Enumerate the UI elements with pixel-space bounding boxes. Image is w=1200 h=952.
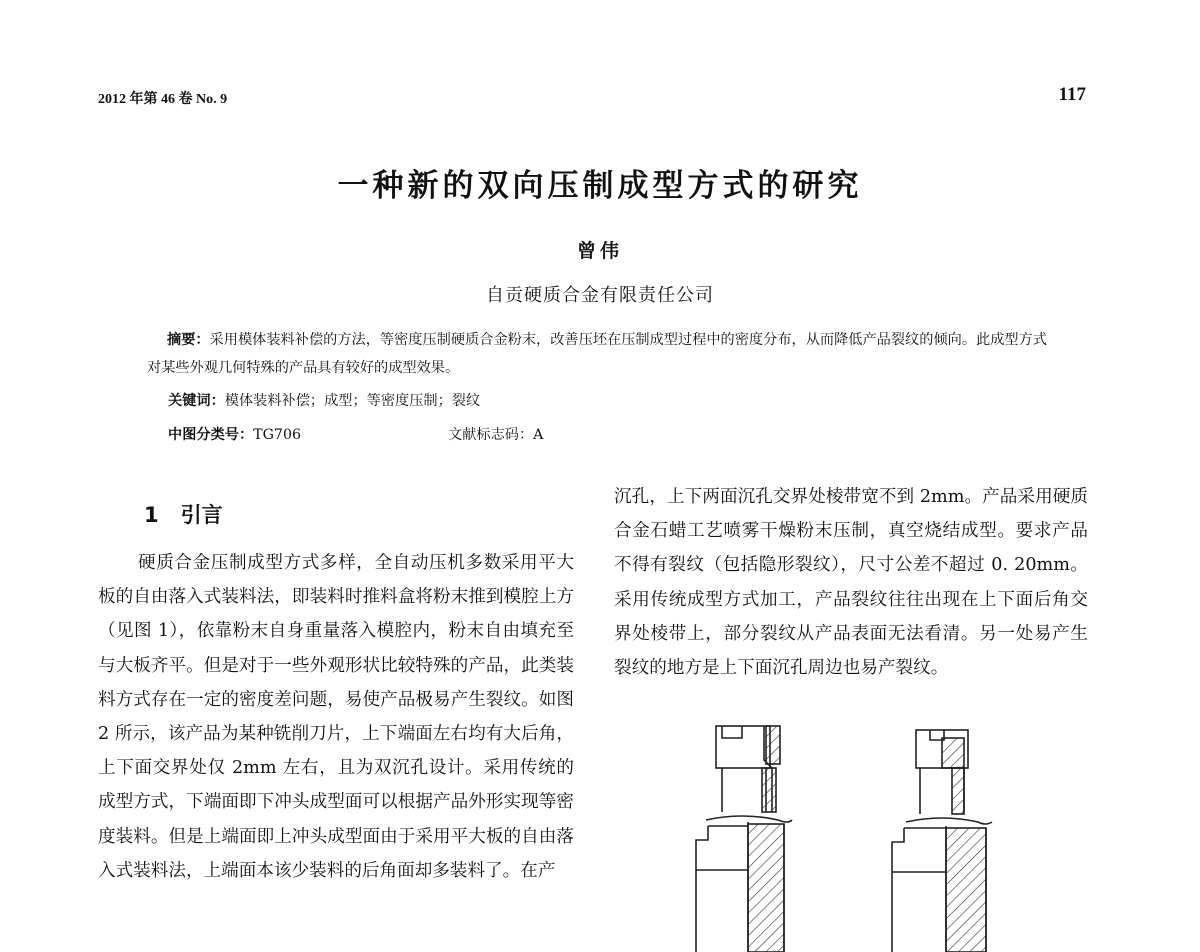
keywords-text: 模体装料补偿；成型；等密度压制；裂纹	[224, 393, 481, 409]
keywords-label: 关键词：	[168, 393, 225, 409]
clc-number	[168, 424, 301, 444]
author-affiliation: 自贡硬质合金有限责任公司	[486, 285, 714, 306]
page-number: 117	[1058, 84, 1086, 105]
keywords	[168, 390, 480, 410]
body-text-left-column: 硬质合金压制成型方式多样，全自动压机多数采用平大板的自由落入式装料法，即装料时推料盒将粉末推到模腔上方（见图 1），依靠粉末自身重量落入模腔内，粉末自由填充至与大板齐平。但是对于一些外观形状比较特殊的产品，此类装料方式存在一定的密度差问题，易使产品极易产生裂纹。如图 2 所示，该产品为某种铣削刀片，上下端面左右均有大后角，上下面交界处仅 2mm 左右，且为双沉孔设计。采用传统的成型方式，下端面即下冲头成型面可以根据产品外形实现等密度装料。但是上端面即上冲头成型面由于采用平大板的自由落入式装料法，上端面本该少装料的后角面却多装料了。在产	[98, 553, 574, 881]
author-name: 曾伟	[576, 240, 623, 262]
document-code-value: A	[533, 427, 544, 443]
left-punch-assembly	[696, 726, 792, 952]
clc-value: TG706	[253, 427, 302, 443]
clc-label: 中图分类号：	[168, 427, 254, 443]
section-number: 1	[144, 503, 159, 527]
abstract	[147, 326, 1047, 382]
document-code	[448, 424, 543, 444]
document-code-label: 文献标志码：	[448, 427, 534, 443]
running-head: 2012 年第 46 卷 No. 9	[98, 92, 228, 107]
section-heading	[144, 499, 223, 529]
punch-die-figure	[692, 720, 1072, 952]
paper-title: 一种新的双向压制成型方式的研究	[337, 168, 863, 204]
section-title: 引言	[180, 503, 223, 527]
abstract-text: 采用模体装料补偿的方法，等密度压制硬质合金粉末，改善压坯在压制成型过程中的密度分布，从而降低产品裂纹的倾向。此成型方式对某些外观几何特殊的产品具有较好的成型效果。	[147, 332, 1047, 376]
abstract-label: 摘要：	[167, 332, 210, 348]
punch-die-drawing	[692, 720, 1072, 952]
right-punch-assembly	[892, 730, 992, 952]
body-text-right-column: 沉孔，上下两面沉孔交界处棱带宽不到 2mm。产品采用硬质合金石蜡工艺喷雾干燥粉末压制，真空烧结成型。要求产品不得有裂纹（包括隐形裂纹），尺寸公差不超过 0. 20mm。采用传统成型方式加工，产品裂纹往往出现在上下面后角交界处棱带上，部分裂纹从产品表面无法看清。另一处易产生裂纹的地方是上下面沉孔周边也易产裂纹。	[614, 487, 1088, 679]
